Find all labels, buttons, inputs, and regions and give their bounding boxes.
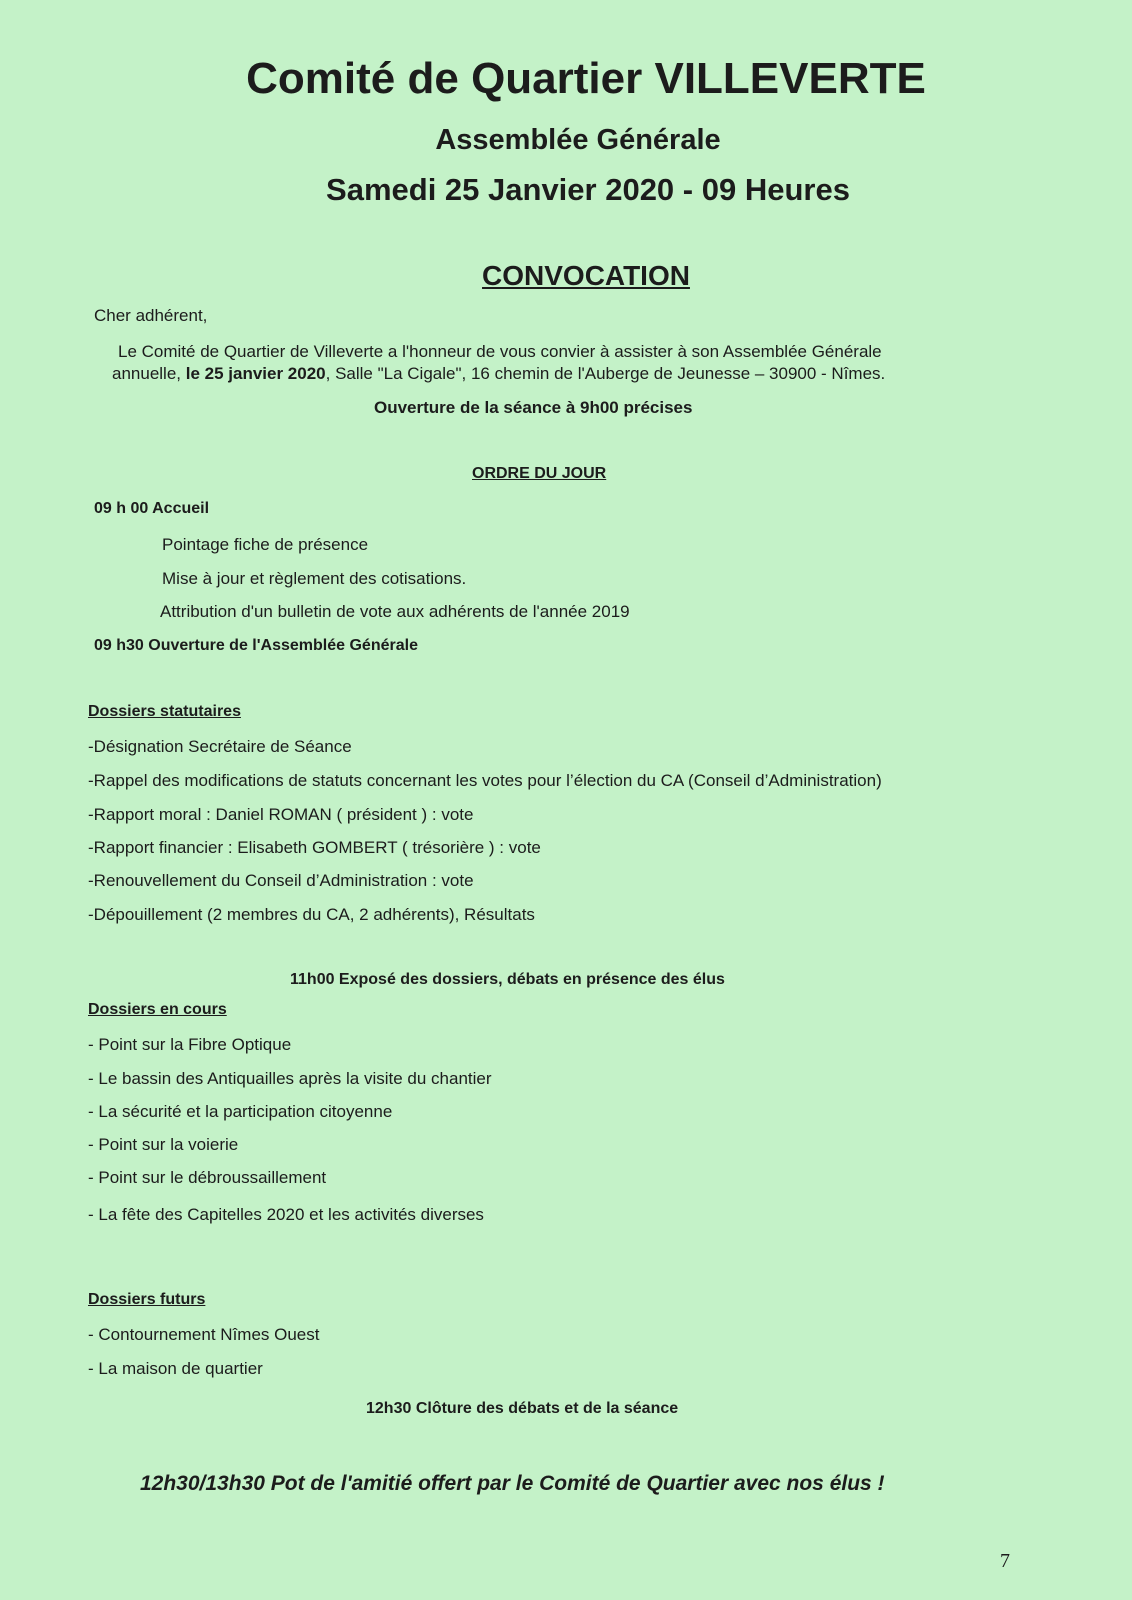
statutory-item: -Rapport financier : Elisabeth GOMBERT ( trésorière ) : vote xyxy=(88,838,541,857)
future-item: - La maison de quartier xyxy=(88,1359,263,1378)
statutory-item: -Renouvellement du Conseil d’Administration : vote xyxy=(88,871,474,890)
current-item: - Point sur le débroussaillement xyxy=(88,1168,327,1187)
intro-line-1: Le Comité de Quartier de Villeverte a l'honneur de vous convier à assister à son Assemblée Générale xyxy=(118,342,882,361)
current-heading: Dossiers en cours xyxy=(88,1001,227,1018)
closing-line: 12h30 Clôture des débats et de la séance xyxy=(366,1400,679,1417)
welcome-item: Mise à jour et règlement des cotisations. xyxy=(162,569,467,588)
document-title: Comité de Quartier VILLEVERTE xyxy=(246,54,926,103)
page-number: 7 xyxy=(1000,1550,1010,1572)
current-item: - La sécurité et la participation citoyenne xyxy=(88,1102,393,1121)
assembly-opening: 09 h30 Ouverture de l'Assemblée Générale xyxy=(94,637,418,654)
intro-line-2 xyxy=(112,364,885,384)
statutory-item: -Désignation Secrétaire de Séance xyxy=(88,737,352,756)
convocation-heading: CONVOCATION xyxy=(482,260,690,291)
welcome-item: Pointage fiche de présence xyxy=(162,535,369,554)
current-item: - Point sur la voierie xyxy=(88,1135,239,1154)
current-item: - Le bassin des Antiquailles après la visite du chantier xyxy=(88,1069,492,1088)
opening-time: Ouverture de la séance à 9h00 précises xyxy=(374,398,693,417)
current-item: - Point sur la Fibre Optique xyxy=(88,1035,292,1054)
friendship-drink: 12h30/13h30 Pot de l'amitié offert par le Comité de Quartier avec nos élus ! xyxy=(140,1472,885,1495)
statutory-item: -Rappel des modifications de statuts concernant les votes pour l’élection du CA (Conseil d’Administration) xyxy=(88,771,882,790)
statutory-item: -Rapport moral : Daniel ROMAN ( président ) : vote xyxy=(88,805,474,824)
current-item: - La fête des Capitelles 2020 et les activités diverses xyxy=(88,1205,484,1224)
agenda-welcome: 09 h 00 Accueil xyxy=(94,500,210,517)
future-item: - Contournement Nîmes Ouest xyxy=(88,1325,320,1344)
expose-line: 11h00 Exposé des dossiers, débats en présence des élus xyxy=(290,971,725,988)
future-heading: Dossiers futurs xyxy=(88,1291,206,1308)
welcome-item: Attribution d'un bulletin de vote aux adhérents de l'année 2019 xyxy=(160,602,630,621)
event-date: Samedi 25 Janvier 2020 - 09 Heures xyxy=(326,172,850,207)
intro-date: le 25 janvier 2020 xyxy=(185,364,326,383)
intro-line-2-post: , Salle "La Cigale", 16 chemin de l'Auberge de Jeunesse – 30900 - Nîmes. xyxy=(325,364,886,383)
greeting: Cher adhérent, xyxy=(94,306,208,325)
agenda-heading: ORDRE DU JOUR xyxy=(472,465,607,482)
statutory-heading: Dossiers statutaires xyxy=(88,703,241,720)
intro-line-2-pre: annuelle, xyxy=(112,364,186,383)
document-subtitle: Assemblée Générale xyxy=(435,124,721,156)
statutory-item: -Dépouillement (2 membres du CA, 2 adhérents), Résultats xyxy=(88,905,535,924)
